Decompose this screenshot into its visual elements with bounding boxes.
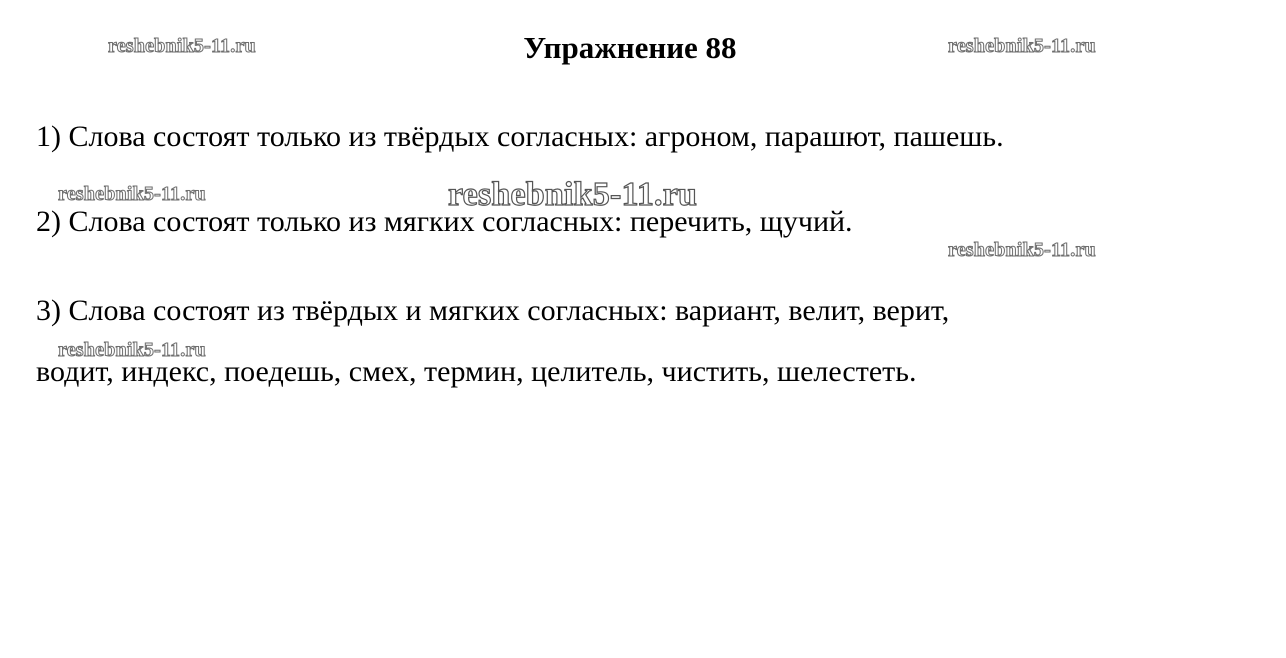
- answer-line-3: 3) Слова состоят из твёрдых и мягких согласных: вариант, велит, верит,: [36, 294, 950, 327]
- watermark-lower-left: reshebnik5-11.ru: [58, 339, 206, 361]
- watermark-center: reshebnik5-11.ru: [448, 176, 698, 213]
- watermark-mid-left: reshebnik5-11.ru: [58, 183, 206, 205]
- answer-line-2: 2) Слова состоят только из мягких согласных: перечить, щучий.: [36, 205, 853, 238]
- watermark-top-left: reshebnik5-11.ru: [108, 35, 256, 57]
- answer-line-4: водит, индекс, поедешь, смех, термин, целитель, чистить, шелестеть.: [36, 355, 917, 388]
- answer-line-1: 1) Слова состоят только из твёрдых согласных: агроном, парашют, пашешь.: [36, 120, 1004, 153]
- watermark-top-right: reshebnik5-11.ru: [948, 35, 1096, 57]
- exercise-title: Упражнение 88: [523, 30, 737, 65]
- watermark-mid-right: reshebnik5-11.ru: [948, 239, 1096, 261]
